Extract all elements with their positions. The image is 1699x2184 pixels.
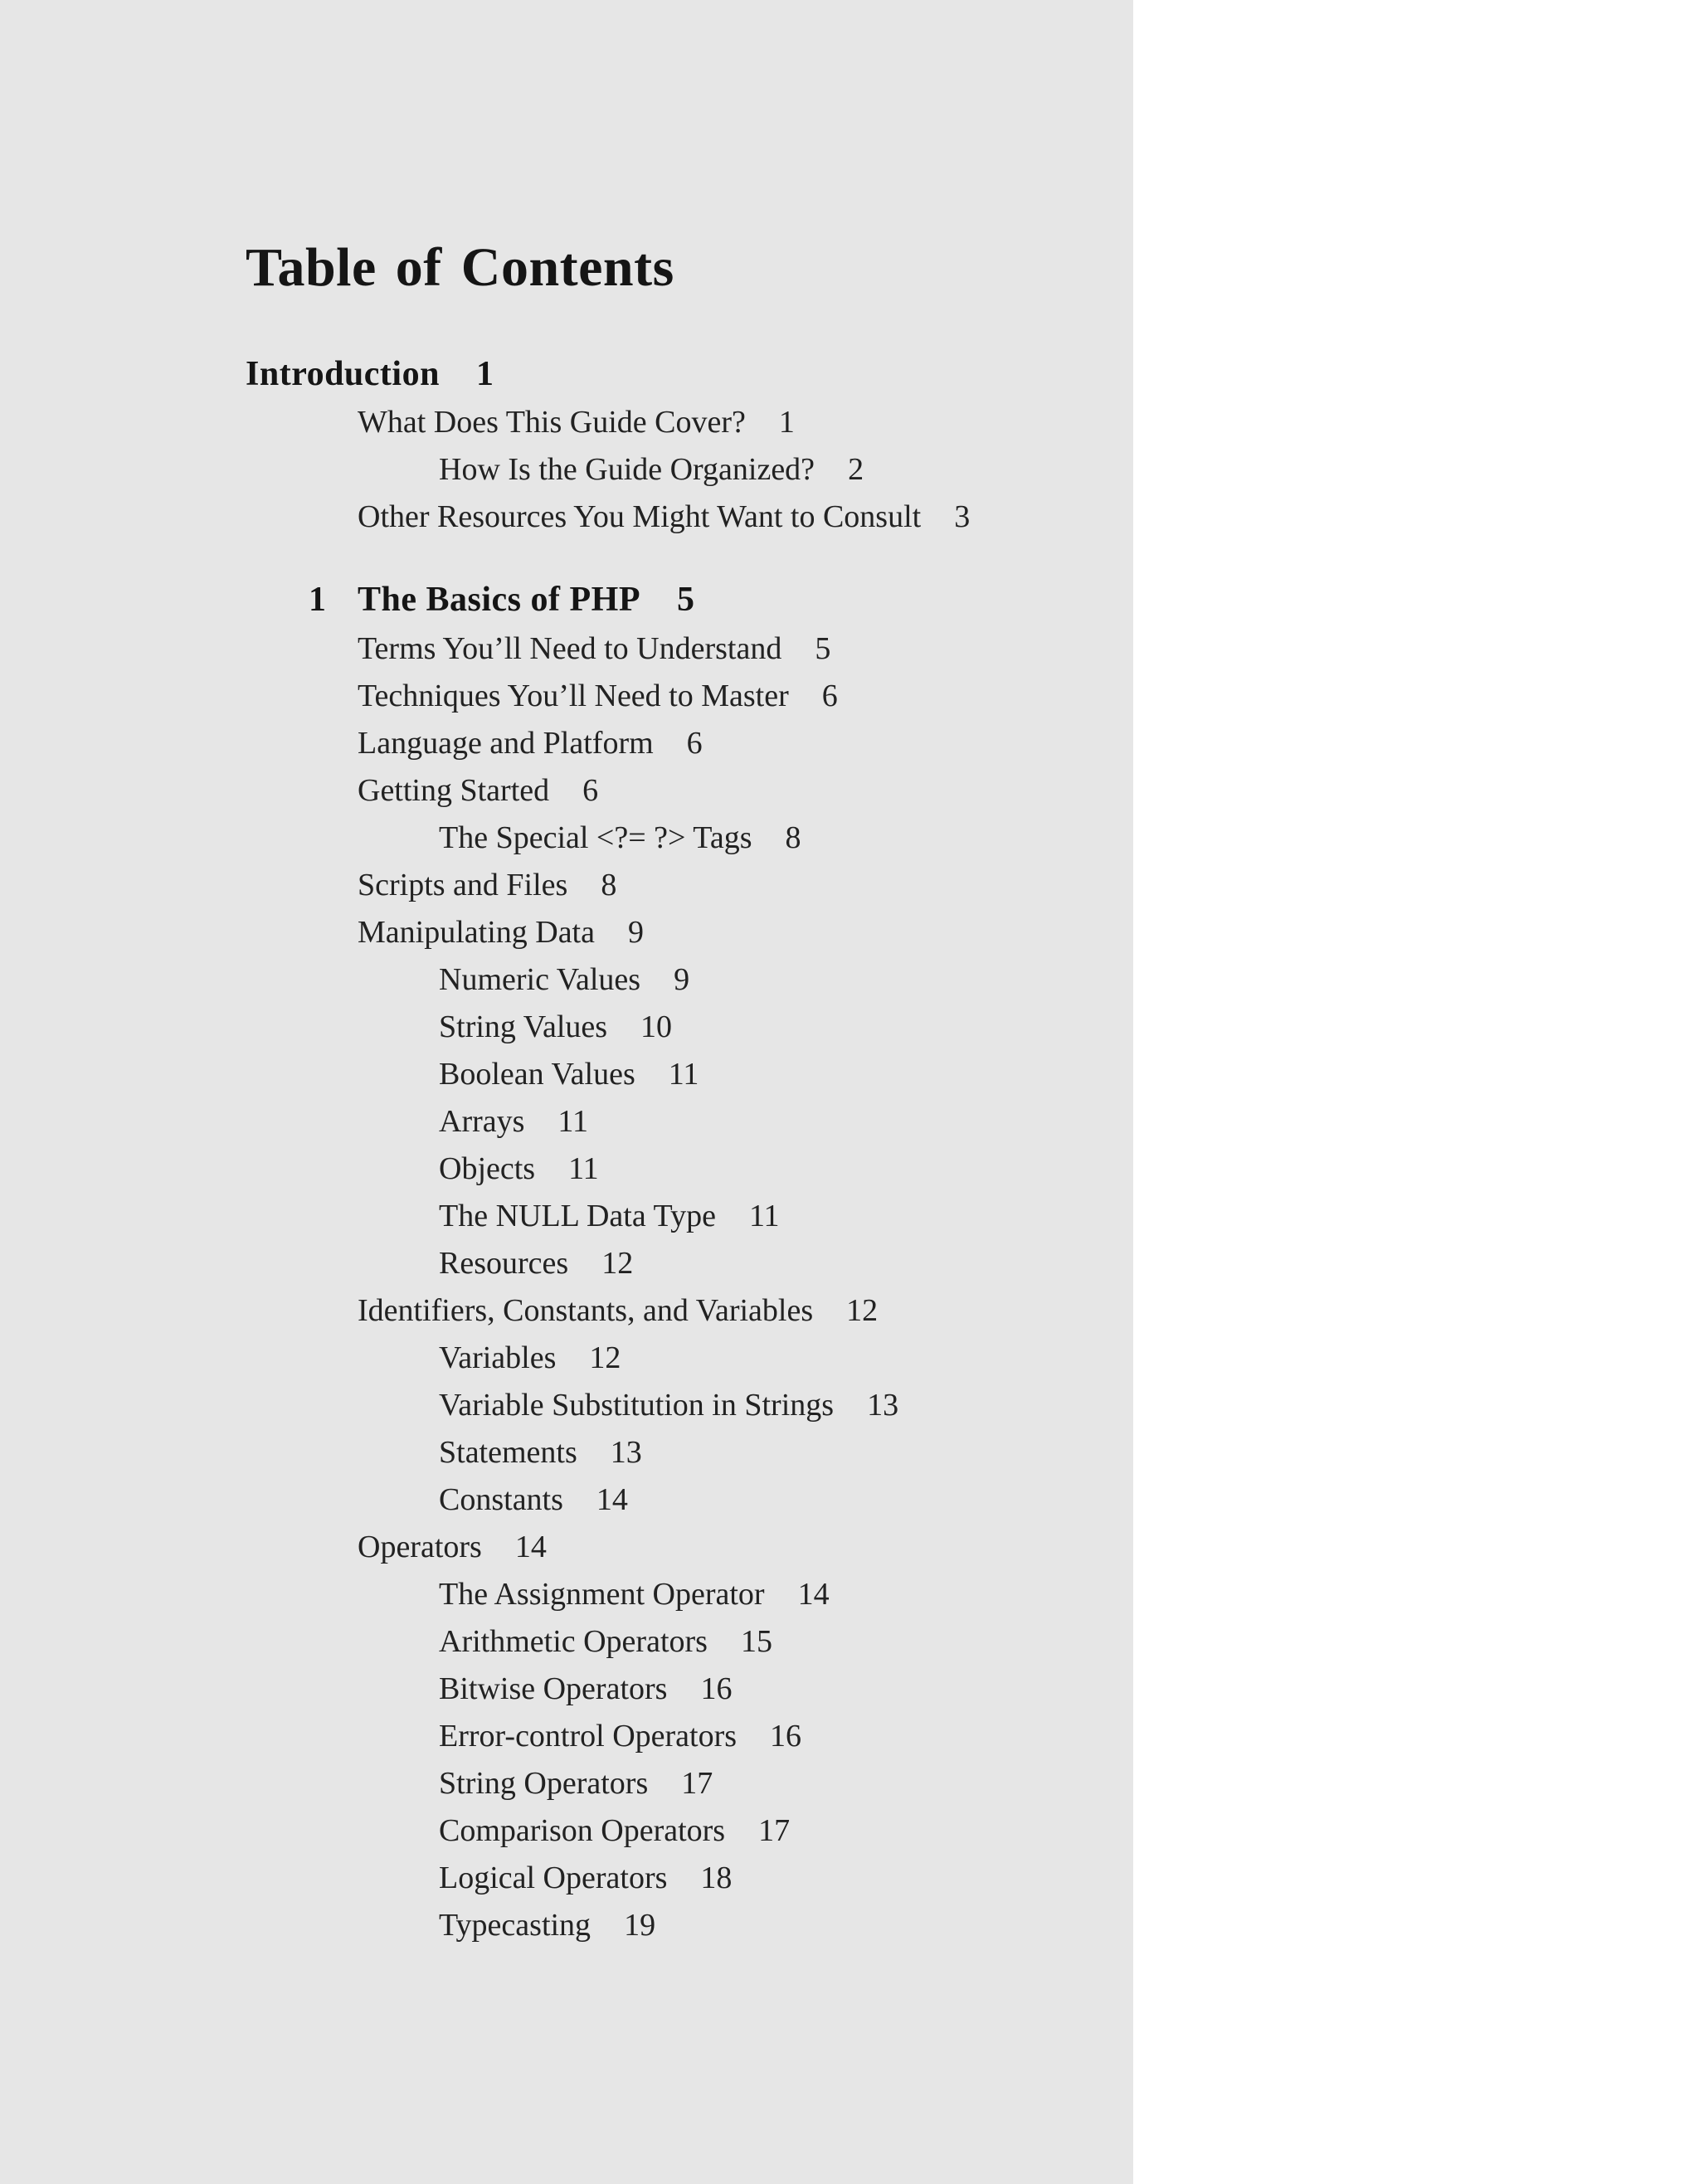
toc-entry-chapter-1[interactable] <box>358 582 695 617</box>
entry-page-number: 6 <box>686 726 703 761</box>
entry-page-number: 11 <box>568 1151 599 1186</box>
toc-entry[interactable] <box>439 1342 621 1374</box>
entry-label: Language and Platform <box>358 726 654 761</box>
entry-page-number: 12 <box>846 1293 879 1328</box>
entry-label: Bitwise Operators <box>439 1671 668 1706</box>
toc-entry[interactable] <box>358 775 598 806</box>
entry-label: Boolean Values <box>439 1057 635 1092</box>
entry-label: Terms You’ll Need to Understand <box>358 631 782 666</box>
toc-entry[interactable] <box>439 1058 699 1090</box>
entry-label: Introduction <box>246 355 440 393</box>
entry-page-number: 2 <box>848 452 864 487</box>
toc-entry[interactable] <box>439 1862 732 1894</box>
toc-entry[interactable] <box>439 1673 732 1705</box>
entry-label: Variables <box>439 1340 557 1375</box>
toc-entry[interactable] <box>439 1909 655 1941</box>
entry-label: Numeric Values <box>439 962 641 997</box>
entry-label: Comparison Operators <box>439 1813 726 1848</box>
entry-page-number: 11 <box>668 1057 699 1092</box>
entry-page-number: 12 <box>601 1246 634 1281</box>
toc-entry[interactable] <box>439 1720 801 1752</box>
entry-label: How Is the Guide Organized? <box>439 452 815 487</box>
entry-label: The Special <?= ?> Tags <box>439 820 752 855</box>
chapter-number: 1 <box>309 581 326 619</box>
entry-label: Techniques You’ll Need to Master <box>358 679 789 713</box>
entry-page-number: 11 <box>557 1104 588 1139</box>
entry-label: Resources <box>439 1246 569 1281</box>
entry-page-number: 16 <box>700 1671 733 1706</box>
page-title: Table of Contents <box>246 237 674 298</box>
toc-entry[interactable] <box>439 1200 780 1232</box>
entry-page-number: 14 <box>596 1482 628 1517</box>
entry-page-number: 3 <box>954 499 971 534</box>
entry-page-number: 9 <box>674 962 690 997</box>
toc-entry[interactable] <box>439 454 864 485</box>
toc-entry[interactable] <box>439 1153 599 1184</box>
entry-page-number: 17 <box>681 1766 713 1801</box>
entry-label: Arithmetic Operators <box>439 1624 708 1659</box>
entry-label: Scripts and Files <box>358 868 568 902</box>
entry-label: Manipulating Data <box>358 915 595 950</box>
entry-label: Operators <box>358 1530 482 1564</box>
toc-entry[interactable] <box>358 869 616 901</box>
entry-page-number: 5 <box>815 631 831 666</box>
entry-label: Statements <box>439 1435 577 1470</box>
entry-label: Other Resources You Might Want to Consult <box>358 499 922 534</box>
entry-label: Variable Substitution in Strings <box>439 1388 835 1423</box>
toc-entry[interactable] <box>358 1531 547 1563</box>
toc-entry[interactable] <box>358 727 703 759</box>
entry-label: The Basics of PHP <box>358 581 640 619</box>
entry-page-number: 10 <box>640 1009 673 1044</box>
entry-page-number: 6 <box>821 679 838 713</box>
toc-entry[interactable] <box>358 1295 878 1326</box>
entry-label: Arrays <box>439 1104 525 1139</box>
toc-entry[interactable] <box>358 633 830 664</box>
toc-entry[interactable] <box>439 1437 642 1468</box>
entry-page-number: 8 <box>785 820 801 855</box>
entry-label: What Does This Guide Cover? <box>358 405 746 440</box>
entry-label: Constants <box>439 1482 563 1517</box>
toc-entry-introduction[interactable] <box>246 357 494 392</box>
toc-entry[interactable] <box>439 1578 830 1610</box>
entry-label: Identifiers, Constants, and Variables <box>358 1293 814 1328</box>
entry-label: The Assignment Operator <box>439 1577 765 1612</box>
toc-entry[interactable] <box>358 917 644 948</box>
entry-page-number: 11 <box>748 1199 780 1233</box>
entry-page-number: 18 <box>700 1861 733 1895</box>
entry-page-number: 17 <box>758 1813 791 1848</box>
entry-page-number: 5 <box>677 581 695 619</box>
entry-page-number: 14 <box>797 1577 830 1612</box>
entry-page-number: 1 <box>778 405 795 440</box>
entry-page-number: 16 <box>770 1719 802 1754</box>
toc-entry[interactable] <box>439 964 689 995</box>
toc-entry[interactable] <box>439 1248 633 1279</box>
toc-entry[interactable] <box>439 1815 790 1846</box>
entry-label: The NULL Data Type <box>439 1199 716 1233</box>
entry-page-number: 1 <box>475 355 494 393</box>
toc-entry[interactable] <box>439 1768 713 1799</box>
entry-label: String Operators <box>439 1766 649 1801</box>
entry-page-number: 13 <box>867 1388 899 1423</box>
toc-entry[interactable] <box>439 1106 588 1137</box>
entry-label: Objects <box>439 1151 536 1186</box>
entry-label: Typecasting <box>439 1908 591 1943</box>
entry-label: Getting Started <box>358 773 550 808</box>
entry-page-number: 19 <box>624 1908 656 1943</box>
entry-page-number: 12 <box>589 1340 621 1375</box>
toc-entry[interactable] <box>439 1011 672 1043</box>
toc-entry[interactable] <box>358 680 838 712</box>
toc-entry[interactable] <box>358 406 795 438</box>
entry-label: Error-control Operators <box>439 1719 738 1754</box>
entry-page-number: 8 <box>601 868 617 902</box>
entry-page-number: 9 <box>627 915 644 950</box>
entry-page-number: 14 <box>514 1530 547 1564</box>
toc-entry[interactable] <box>439 822 801 854</box>
entry-page-number: 6 <box>582 773 599 808</box>
toc-entry[interactable] <box>439 1626 772 1657</box>
entry-label: Logical Operators <box>439 1861 668 1895</box>
entry-page-number: 13 <box>610 1435 642 1470</box>
entry-page-number: 15 <box>740 1624 772 1659</box>
toc-entry[interactable] <box>358 501 970 533</box>
toc-entry[interactable] <box>439 1389 898 1421</box>
entry-label: String Values <box>439 1009 608 1044</box>
toc-entry[interactable] <box>439 1484 628 1515</box>
